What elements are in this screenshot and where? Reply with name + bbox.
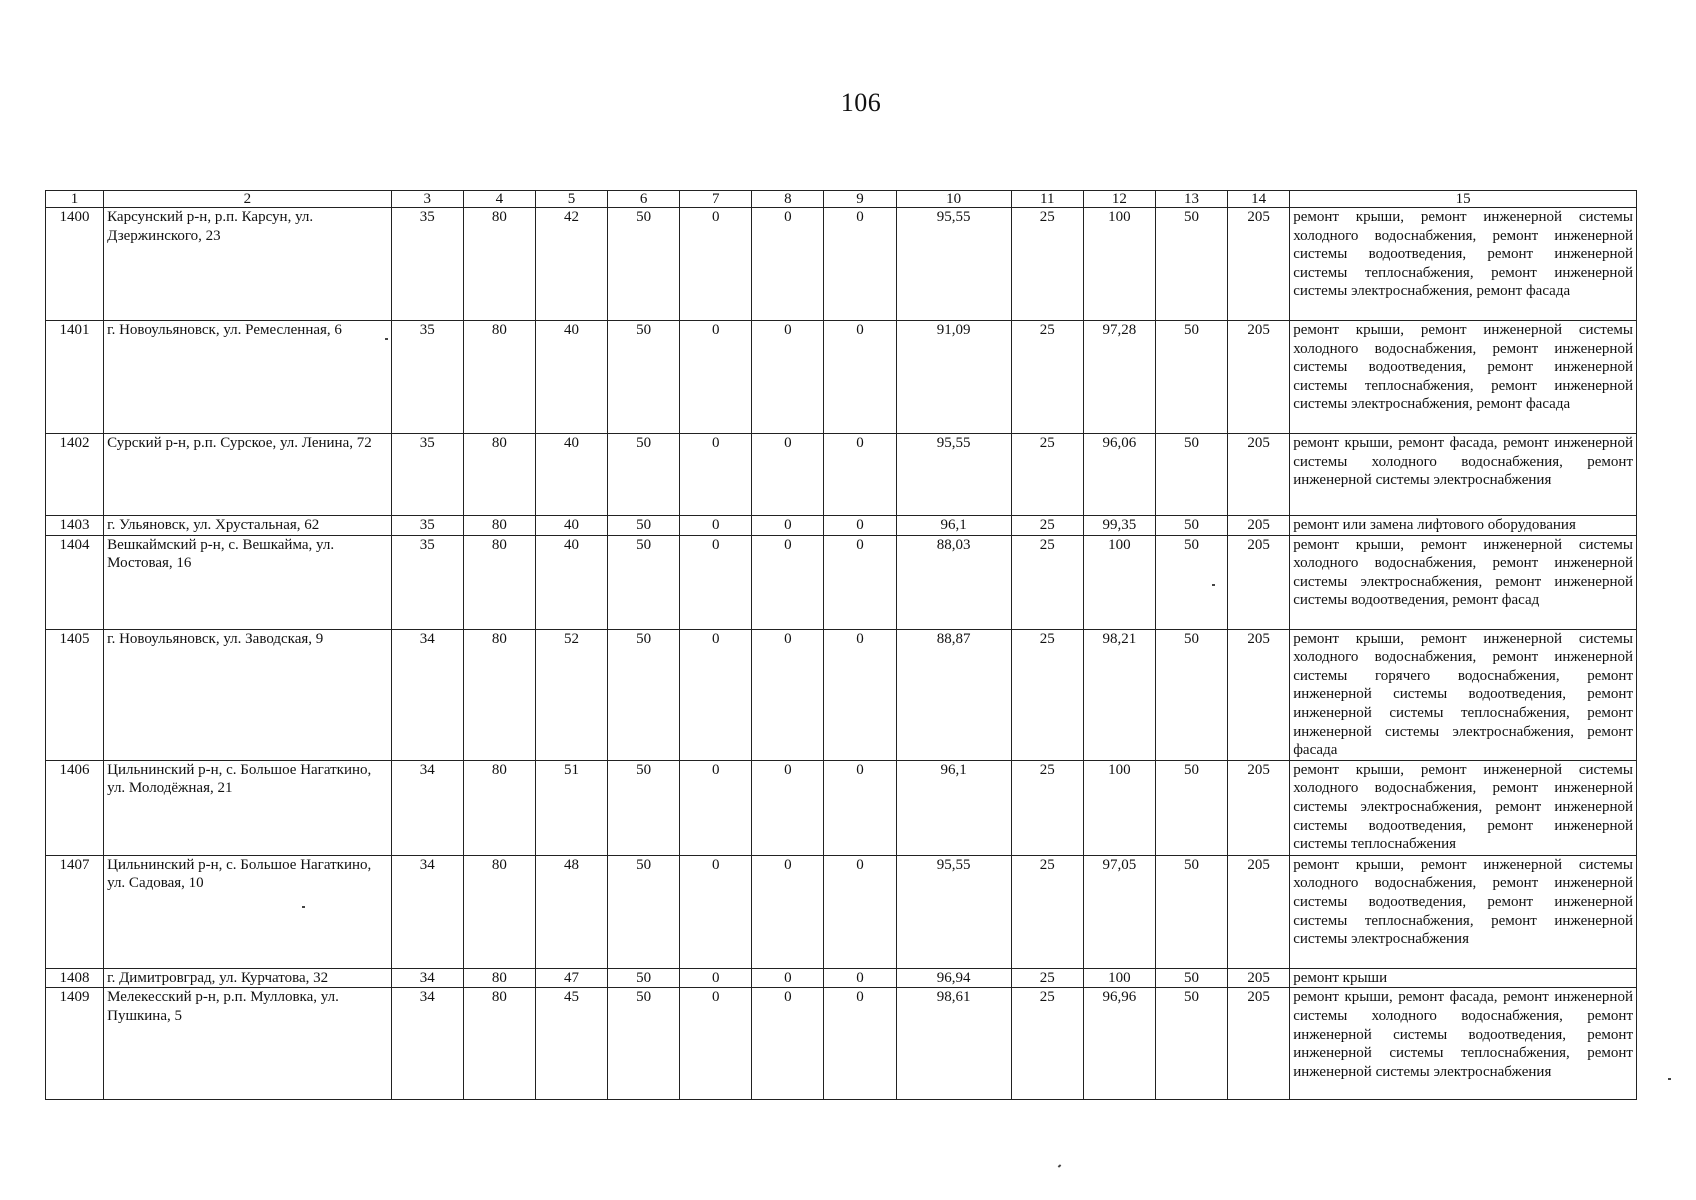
works-description-cell: ремонт крыши, ремонт инженерной системы холодного водоснабжения, ремонт инженерной системы электроснабжения, ремонт инженерной системы водоотведения, ремонт инженерной системы теплоснабжения (1290, 760, 1637, 855)
value-cell-c3: 34 (391, 968, 463, 988)
column-header: 10 (896, 191, 1011, 208)
value-cell-c13: 50 (1155, 321, 1227, 434)
value-cell-c4: 80 (463, 208, 535, 321)
row-number-cell: 1409 (46, 988, 104, 1100)
column-header: 8 (752, 191, 824, 208)
address-cell: Цильнинский р-н, с. Большое Нагаткино, ул. Молодёжная, 21 (104, 760, 392, 855)
value-cell-c9: 0 (824, 434, 896, 516)
value-cell-c8: 0 (752, 434, 824, 516)
scan-speck (1058, 1164, 1062, 1167)
value-cell-c6: 50 (608, 208, 680, 321)
works-description-cell: ремонт крыши, ремонт инженерной системы холодного водоснабжения, ремонт инженерной системы горячего водоснабжения, ремонт инженерной системы водоотведения, ремонт инженерной системы теплоснабжения, ремонт инженерной системы электроснабжения, ремонт фасада (1290, 629, 1637, 760)
address-cell: Цильнинский р-н, с. Большое Нагаткино, ул. Садовая, 10 (104, 855, 392, 968)
column-header: 13 (1155, 191, 1227, 208)
value-cell-c8: 0 (752, 208, 824, 321)
table-header-row (46, 191, 1637, 208)
row-number-cell: 1400 (46, 208, 104, 321)
address-cell: г. Новоульяновск, ул. Заводская, 9 (104, 629, 392, 760)
table-row (46, 535, 1637, 629)
address-cell: г. Димитровград, ул. Курчатова, 32 (104, 968, 392, 988)
row-number-cell: 1404 (46, 535, 104, 629)
value-cell-c11: 25 (1011, 535, 1083, 629)
value-cell-c10: 95,55 (896, 208, 1011, 321)
value-cell-c11: 25 (1011, 321, 1083, 434)
address-cell: Карсунский р-н, р.п. Карсун, ул. Дзержинского, 23 (104, 208, 392, 321)
value-cell-c4: 80 (463, 434, 535, 516)
column-header: 11 (1011, 191, 1083, 208)
value-cell-c3: 35 (391, 208, 463, 321)
value-cell-c12: 100 (1083, 968, 1155, 988)
value-cell-c9: 0 (824, 760, 896, 855)
value-cell-c13: 50 (1155, 516, 1227, 536)
value-cell-c5: 52 (535, 629, 607, 760)
value-cell-c7: 0 (680, 855, 752, 968)
value-cell-c11: 25 (1011, 208, 1083, 321)
value-cell-c13: 50 (1155, 988, 1227, 1100)
scan-speck (1668, 1078, 1671, 1080)
value-cell-c14: 205 (1228, 988, 1290, 1100)
value-cell-c12: 97,28 (1083, 321, 1155, 434)
works-description-cell: ремонт или замена лифтового оборудования (1290, 516, 1637, 536)
works-description-cell: ремонт крыши, ремонт инженерной системы холодного водоснабжения, ремонт инженерной системы водоотведения, ремонт инженерной системы теплоснабжения, ремонт инженерной системы электроснабжения, ремонт фасада (1290, 208, 1637, 321)
value-cell-c12: 98,21 (1083, 629, 1155, 760)
value-cell-c11: 25 (1011, 629, 1083, 760)
value-cell-c8: 0 (752, 988, 824, 1100)
value-cell-c3: 35 (391, 321, 463, 434)
value-cell-c10: 95,55 (896, 855, 1011, 968)
value-cell-c7: 0 (680, 516, 752, 536)
value-cell-c6: 50 (608, 434, 680, 516)
value-cell-c6: 50 (608, 535, 680, 629)
works-description-cell: ремонт крыши, ремонт инженерной системы холодного водоснабжения, ремонт инженерной системы водоотведения, ремонт инженерной системы теплоснабжения, ремонт инженерной системы электроснабжения, ремонт фасада (1290, 321, 1637, 434)
row-number-cell: 1403 (46, 516, 104, 536)
works-description-cell: ремонт крыши (1290, 968, 1637, 988)
value-cell-c4: 80 (463, 535, 535, 629)
value-cell-c4: 80 (463, 321, 535, 434)
value-cell-c9: 0 (824, 988, 896, 1100)
value-cell-c6: 50 (608, 516, 680, 536)
value-cell-c5: 47 (535, 968, 607, 988)
value-cell-c6: 50 (608, 988, 680, 1100)
value-cell-c7: 0 (680, 760, 752, 855)
value-cell-c14: 205 (1228, 516, 1290, 536)
table-row (46, 760, 1637, 855)
value-cell-c12: 100 (1083, 208, 1155, 321)
value-cell-c7: 0 (680, 208, 752, 321)
value-cell-c4: 80 (463, 855, 535, 968)
value-cell-c9: 0 (824, 855, 896, 968)
value-cell-c10: 96,1 (896, 516, 1011, 536)
value-cell-c14: 205 (1228, 535, 1290, 629)
value-cell-c14: 205 (1228, 321, 1290, 434)
value-cell-c10: 91,09 (896, 321, 1011, 434)
value-cell-c4: 80 (463, 516, 535, 536)
value-cell-c7: 0 (680, 968, 752, 988)
value-cell-c10: 88,87 (896, 629, 1011, 760)
scan-speck (1212, 584, 1215, 586)
value-cell-c3: 34 (391, 629, 463, 760)
column-header: 6 (608, 191, 680, 208)
value-cell-c10: 98,61 (896, 988, 1011, 1100)
value-cell-c13: 50 (1155, 434, 1227, 516)
row-number-cell: 1401 (46, 321, 104, 434)
value-cell-c13: 50 (1155, 535, 1227, 629)
value-cell-c11: 25 (1011, 760, 1083, 855)
address-cell: г. Ульяновск, ул. Хрустальная, 62 (104, 516, 392, 536)
address-cell: г. Новоульяновск, ул. Ремесленная, 6 (104, 321, 392, 434)
table-row (46, 968, 1637, 988)
works-description-cell: ремонт крыши, ремонт инженерной системы холодного водоснабжения, ремонт инженерной системы электроснабжения, ремонт инженерной системы водоотведения, ремонт фасад (1290, 535, 1637, 629)
value-cell-c5: 42 (535, 208, 607, 321)
value-cell-c14: 205 (1228, 760, 1290, 855)
value-cell-c3: 34 (391, 760, 463, 855)
value-cell-c11: 25 (1011, 855, 1083, 968)
value-cell-c11: 25 (1011, 968, 1083, 988)
value-cell-c14: 205 (1228, 208, 1290, 321)
column-header: 5 (535, 191, 607, 208)
value-cell-c7: 0 (680, 988, 752, 1100)
value-cell-c14: 205 (1228, 855, 1290, 968)
value-cell-c14: 205 (1228, 968, 1290, 988)
value-cell-c3: 35 (391, 535, 463, 629)
column-header: 7 (680, 191, 752, 208)
table-row (46, 321, 1637, 434)
value-cell-c8: 0 (752, 855, 824, 968)
table-body (46, 191, 1637, 1100)
value-cell-c5: 40 (535, 535, 607, 629)
value-cell-c12: 100 (1083, 535, 1155, 629)
address-cell: Мелекесский р-н, р.п. Мулловка, ул. Пушкина, 5 (104, 988, 392, 1100)
value-cell-c11: 25 (1011, 988, 1083, 1100)
value-cell-c6: 50 (608, 855, 680, 968)
value-cell-c8: 0 (752, 968, 824, 988)
value-cell-c12: 99,35 (1083, 516, 1155, 536)
row-number-cell: 1407 (46, 855, 104, 968)
value-cell-c6: 50 (608, 321, 680, 434)
value-cell-c10: 96,94 (896, 968, 1011, 988)
row-number-cell: 1405 (46, 629, 104, 760)
value-cell-c9: 0 (824, 321, 896, 434)
page-number: 106 (840, 88, 882, 117)
value-cell-c13: 50 (1155, 208, 1227, 321)
value-cell-c5: 51 (535, 760, 607, 855)
table-row (46, 434, 1637, 516)
value-cell-c5: 40 (535, 321, 607, 434)
scan-speck (302, 906, 305, 908)
value-cell-c10: 88,03 (896, 535, 1011, 629)
value-cell-c13: 50 (1155, 968, 1227, 988)
scan-speck (385, 338, 388, 340)
value-cell-c5: 40 (535, 516, 607, 536)
row-number-cell: 1406 (46, 760, 104, 855)
value-cell-c7: 0 (680, 434, 752, 516)
value-cell-c12: 96,06 (1083, 434, 1155, 516)
value-cell-c9: 0 (824, 968, 896, 988)
column-header: 12 (1083, 191, 1155, 208)
value-cell-c7: 0 (680, 321, 752, 434)
value-cell-c12: 100 (1083, 760, 1155, 855)
value-cell-c7: 0 (680, 535, 752, 629)
column-header: 1 (46, 191, 104, 208)
value-cell-c9: 0 (824, 629, 896, 760)
column-header: 4 (463, 191, 535, 208)
value-cell-c11: 25 (1011, 516, 1083, 536)
value-cell-c4: 80 (463, 988, 535, 1100)
value-cell-c8: 0 (752, 516, 824, 536)
value-cell-c13: 50 (1155, 760, 1227, 855)
value-cell-c9: 0 (824, 516, 896, 536)
repair-register-table (45, 190, 1637, 1100)
value-cell-c10: 96,1 (896, 760, 1011, 855)
value-cell-c4: 80 (463, 968, 535, 988)
value-cell-c6: 50 (608, 629, 680, 760)
value-cell-c13: 50 (1155, 629, 1227, 760)
column-header: 14 (1228, 191, 1290, 208)
works-description-cell: ремонт крыши, ремонт инженерной системы холодного водоснабжения, ремонт инженерной системы водоотведения, ремонт инженерной системы теплоснабжения, ремонт инженерной системы электроснабжения (1290, 855, 1637, 968)
table-row (46, 208, 1637, 321)
table-row (46, 629, 1637, 760)
row-number-cell: 1408 (46, 968, 104, 988)
works-description-cell: ремонт крыши, ремонт фасада, ремонт инженерной системы холодного водоснабжения, ремонт инженерной системы водоотведения, ремонт инженерной системы теплоснабжения, ремонт инженерной системы электроснабжения (1290, 988, 1637, 1100)
value-cell-c12: 96,96 (1083, 988, 1155, 1100)
value-cell-c3: 34 (391, 855, 463, 968)
column-header: 3 (391, 191, 463, 208)
value-cell-c3: 35 (391, 516, 463, 536)
value-cell-c5: 48 (535, 855, 607, 968)
works-description-cell: ремонт крыши, ремонт фасада, ремонт инженерной системы холодного водоснабжения, ремонт инженерной системы электроснабжения (1290, 434, 1637, 516)
value-cell-c13: 50 (1155, 855, 1227, 968)
value-cell-c6: 50 (608, 760, 680, 855)
column-header: 2 (104, 191, 392, 208)
value-cell-c4: 80 (463, 760, 535, 855)
column-header: 9 (824, 191, 896, 208)
value-cell-c8: 0 (752, 760, 824, 855)
value-cell-c3: 35 (391, 434, 463, 516)
value-cell-c14: 205 (1228, 629, 1290, 760)
table-row (46, 855, 1637, 968)
value-cell-c8: 0 (752, 629, 824, 760)
value-cell-c8: 0 (752, 535, 824, 629)
address-cell: Сурский р-н, р.п. Сурское, ул. Ленина, 72 (104, 434, 392, 516)
value-cell-c14: 205 (1228, 434, 1290, 516)
value-cell-c9: 0 (824, 208, 896, 321)
value-cell-c10: 95,55 (896, 434, 1011, 516)
column-header: 15 (1290, 191, 1637, 208)
row-number-cell: 1402 (46, 434, 104, 516)
value-cell-c3: 34 (391, 988, 463, 1100)
value-cell-c5: 40 (535, 434, 607, 516)
table-row (46, 516, 1637, 536)
value-cell-c6: 50 (608, 968, 680, 988)
value-cell-c9: 0 (824, 535, 896, 629)
value-cell-c11: 25 (1011, 434, 1083, 516)
value-cell-c12: 97,05 (1083, 855, 1155, 968)
value-cell-c5: 45 (535, 988, 607, 1100)
address-cell: Вешкаймский р-н, с. Вешкайма, ул. Мостовая, 16 (104, 535, 392, 629)
value-cell-c7: 0 (680, 629, 752, 760)
value-cell-c4: 80 (463, 629, 535, 760)
value-cell-c8: 0 (752, 321, 824, 434)
table-row (46, 988, 1637, 1100)
